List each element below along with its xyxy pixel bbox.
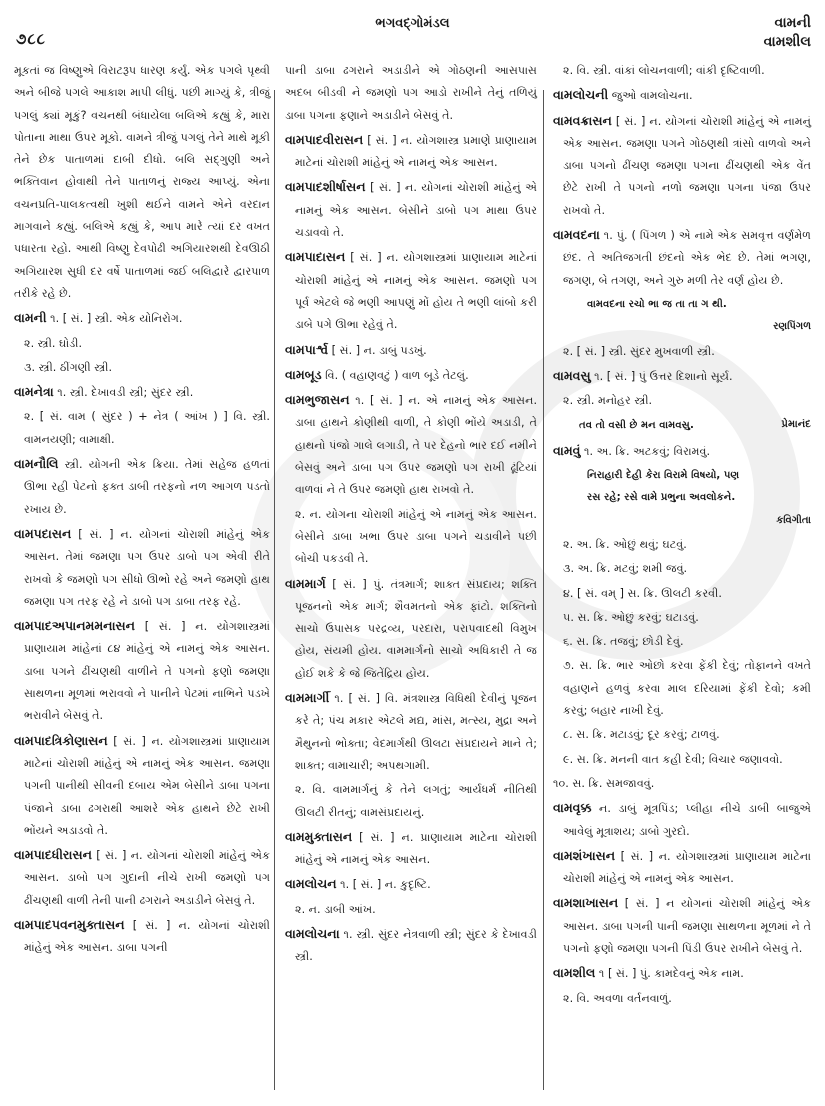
headword: વામનેત્રા: [14, 384, 54, 400]
definition: વિ. ( વહાણવટું ) વાળ બૂડે તેટલું.: [321, 368, 469, 382]
sense: ૮. સ. ક્રિ. મટાડવું; દૂર કરવું; ટાળવું.: [563, 728, 720, 742]
dictionary-entry: [285, 873, 537, 896]
headword: વામમાર્ગી: [285, 690, 330, 706]
quotation-source: રણપિંગળ: [773, 321, 811, 333]
dictionary-entry: [14, 381, 270, 404]
definition: [ સં. ] ન. યોગશાસ્ત્રમાં પ્રાણાયામ માટેનાં ચોરાશી માંહેનું એ નામનું એક આસન. જમણો પગ પૂર્વ એટલે જે ભણી આપણું મોં હોય તે ભણી લાંબો કરી ડાબે પગે ઊભા રહેવું તે.: [295, 251, 537, 332]
quotation: નિરાહારી દેહી કેરા વિરામે વિષયો, પણ: [587, 470, 740, 482]
quotation-line: [553, 414, 811, 437]
dictionary-entry: [285, 176, 537, 244]
headword: વામવસુ: [553, 367, 591, 383]
headword: વામપદાસન: [14, 525, 72, 541]
dictionary-entry: [553, 845, 811, 891]
continuation-text: પાની ડાબા ઢગરાને અડાડીને એ ગોઠણની આસપાસ અદબ બીડવી ને જમણો પગ આડો રાખીને તેનું તળિયું ડાબા પગના ફણાને અડાડીને બેસવું તે.: [285, 64, 537, 122]
headword: વામની: [14, 310, 47, 326]
definition: જુઓ વામલોચના.: [608, 89, 693, 103]
sense: ૨. ન. ડાબી આંખ.: [295, 902, 376, 916]
dictionary-entry: [285, 129, 537, 175]
definition: ૧. [ સં. ] વિ. મંત્રશાસ્ત્ર વિધિથી દેવીનું પૂજન કરે તે; પંચ મકાર એટલે મદ્ય, માંસ, મત્સ્ય, મુદ્રા અને મૈથુનનો ભોક્તા; વેદમાર્ગથી ઊલટા સંપ્રદાયને માને તે; શાક્ત; વામાચારી; અપથગામી.: [295, 692, 537, 772]
headword: વામબૂડ: [285, 366, 322, 382]
definition: ૧ [ સં. ] પું. કામદેવનું એક નામ.: [595, 967, 744, 981]
definition: [ સં. ] ન. યોગશાસ્ત્ર પ્રમાણે પ્રાણાયામ માટેનાં ચોરાશી માંહેનું એ નામનું એક આસન.: [295, 133, 537, 170]
sense: ૧૦. સ. ક્રિ. સમજાવવું.: [553, 776, 655, 790]
dictionary-entry: [285, 339, 537, 362]
sense: ૩. સ્ત્રી. ઠીંગણી સ્ત્રી.: [24, 360, 113, 374]
dictionary-entry: [14, 914, 270, 960]
column-divider: [274, 90, 275, 1090]
headword: વામવું: [553, 442, 581, 458]
dictionary-entry: [285, 826, 537, 872]
dictionary-entry: [553, 110, 811, 222]
headword: વામશીલ: [553, 965, 596, 981]
dictionary-entry: [553, 365, 811, 388]
definition: [ સં. ] પું. તંત્રમાર્ગ; શાક્ત સંપ્રદાય; શક્તિ પૂજનનો એક માર્ગ; શૈવમતનો એક ફાંટો. શક્તિનો સાચો ઉપાસક પરદ્રવ્ય, પરદારા, પરાપવાદથી વિમુખ હોય, સંયમી હોય. વામમાર્ગનો સાચો અધિકારી તે જ હોઈ શકે કે જે જિતેંદ્રિય હોય.: [295, 577, 537, 680]
sense: ૨. અ. ક્રિ. ઓછું થવું; ઘટવું.: [563, 537, 687, 551]
dictionary-entry: [285, 389, 537, 501]
headword: વામપાદધીરાસન: [14, 847, 92, 863]
quotation-source: કવિગીતા: [776, 514, 811, 526]
sense: ૨. [ સં. ] સ્ત્રી. સુંદર મુખવાળી સ્ત્રી.: [563, 344, 715, 358]
definition: ૧. અ. ક્રિ. અટકવું; વિરામવું.: [580, 444, 711, 458]
definition: [ સં. ] ન. યોગનાં ચોરાશી માંહેનું એક આસન. ડાબો પગ ગુદાની નીચે રાખી જમણો પગ ઢીંચણથી વાળી તેની પાની ઢગરાને અડાડીને બેસવું તે.: [24, 849, 270, 907]
quotation: તવ તો વસી છે મન વામવસુ.: [579, 420, 694, 432]
definition: [ સં. ] ન. યોગશાસ્ત્રમાં પ્રાણાયામ માટેનાં ચોરાશી માંહેનું એ નામનું એક આસન. જમણા પગની પાનીથી સીવની દબાય એમ બેસીને ડાબા પગના પંજાને ડાબા ઢગરાથી આશરે એક હાથને છેટે રાખી ભોંયને અડાડવો તે.: [24, 734, 270, 837]
headword: વામપાદત્રિકોણાસન: [14, 732, 108, 748]
sense: ૨. વિ. વામમાર્ગનું કે તેને લગતું; આર્યધર્મ નીતિથી ઊલટી રીતનું; વામસંપ્રદાયનું.: [295, 783, 537, 819]
headword: વામવૃક્ક: [553, 800, 592, 816]
headword: વામલોચન: [285, 876, 337, 892]
headword: વામશંખાસન: [553, 847, 616, 863]
guide-word-last: વામશીલ: [763, 34, 811, 50]
dictionary-entry: [553, 962, 811, 985]
dictionary-entry: [553, 797, 811, 843]
sense: ૨. [ સં. વામ ( સુંદર ) + નેત્ર ( આંખ ) ] વિ. સ્ત્રી. વામનયણી; વામાક્ષી.: [24, 410, 270, 446]
dictionary-entry: [14, 615, 270, 727]
sense: ૨. સ્ત્રી. મનોહર સ્ત્રી.: [563, 394, 653, 408]
sense: ૬. સ. ક્રિ. તજવું; છોડી દેવું.: [563, 635, 684, 649]
page-header: [0, 14, 825, 54]
dictionary-entry: [14, 523, 270, 613]
running-title: ભગવદ્ગોમંડલ: [375, 16, 450, 31]
definition: ૧. [ સં. ] પું ઉત્તર દિશાનો સૂર્ય.: [590, 369, 733, 383]
guide-words: [764, 14, 811, 52]
definition: [ સં. ] ન. યોગશાસ્ત્રમાં પ્રાણાયામ માંહેનાં ૮૪ માંહેનું એ નામનું એક આસન. ડાબા પગને ઢીંચણથી વાળીને તે પગનો ફણો જમણા સાથળના મૂળમાં ભરાવવો ને પાનીને પેટમાં નાભિને પડખે ભરાવીને બેસવું તે.: [24, 620, 270, 723]
headword: વામલોચની: [553, 87, 609, 103]
definition: [ સં. ] ન. યોગનાં ચોરાશી માંહેનું એક આસન. ડાબા પગની: [24, 918, 270, 955]
headword: વામનૌલિ: [14, 456, 59, 472]
column-2: [285, 60, 537, 1100]
sense: ૭. સ. ક્રિ. ભાર ઓછો કરવા ફેંકી દેવું; તોફાનને વખતે વહાણને હળવું કરવા માલ દરિયામાં ફેંકી દેવો; કમી કરવું; બહાર નાખી દેવું.: [563, 659, 811, 718]
headword: વામવદના: [553, 227, 600, 243]
sense: ૨. વિ. સ્ત્રી. વાંકાં લોચનવાળી; વાંકી દૃષ્ટિવાળી.: [563, 64, 765, 77]
dictionary-entry: [285, 687, 537, 777]
sense: ૨. વિ. અવળા વર્તનવાળું.: [563, 991, 672, 1005]
headword: વામવક્રાસન: [553, 112, 612, 128]
dictionary-columns: [0, 60, 825, 1100]
definition: ન. ડાબું મૂત્રપિંડ; પ્લીહા નીચે ડાબી બાજુએ આવેલું મૂત્રાશય; ડાબો ગુરદો.: [563, 802, 811, 838]
continuation-text: મૂકતાં જ વિષ્ણુએ વિરાટરૂપ ધારણ કર્યું. એક પગલે પૃથ્વી અને બીજે પગલે આકાશ માપી લીધું. પછી માગ્યું કે, ત્રીજું પગલું ક્યાં મૂકું? વચનથી બંધાયેલા બલિએ કહ્યું કે, મારા પોતાના માથા ઉપર મૂકો. વામને ત્રીજું પગલું તેને માથે મૂકી તેને છેક પાતાળમાં દાબી દીધો. બલિ સદ્ગુણી અને ભક્તિવાન હોવાથી તેને પાતાળનું રાજ્ય આપ્યું. એના વચનપ્રતિ-પાલકત્વથી ખુશી થઈને વામને એને વરદાન માગવાને કહ્યું. બલિએ કહ્યું કે, આપ મારે ત્યાં દર વખત પધારતા રહો. આથી વિષ્ણુ દેવપોઢી અગિયારશથી દેવઊઠી અગિયારશ સુધી દર વર્ષે પાતાળમાં જઈ બલિદ્વારે દ્વારપાળ તરીકે રહે છે.: [14, 64, 270, 300]
sense: ૯. સ. ક્રિ. મનની વાત કહી દેવી; વિચાર જણાવવો.: [563, 752, 783, 766]
dictionary-entry: [285, 923, 537, 969]
dictionary-entry: [553, 440, 811, 463]
definition: [ સં. ] ન. યોગશાસ્ત્રમાં પ્રાણાયામ માટેના ચોરાશી માંહેનું એ નામનું એક આસન.: [563, 849, 811, 886]
column-3: [553, 60, 811, 1100]
dictionary-entry: [285, 364, 537, 387]
headword: વામમુક્તાસન: [285, 828, 353, 844]
headword: વામપાદપવનમુક્તાસન: [14, 916, 125, 932]
dictionary-entry: [553, 84, 811, 107]
dictionary-entry: [14, 453, 270, 521]
guide-word-first: વામની: [774, 15, 811, 31]
column-divider: [543, 90, 544, 1090]
headword: વામપાર્શ્વ: [285, 341, 329, 357]
sense: ૨. ન. યોગના ચોરાશી માંહેનું એ નામનું એક આસન. બેસીને ડાબા ખભા ઉપર ડાબા પગને ચડાવીને પછી બોચી પકડવી તે.: [295, 507, 537, 566]
headword: વામભુજાસન: [285, 392, 350, 408]
dictionary-entry: [285, 573, 537, 685]
definition: ૧. [ સં. ] ન. કુદૃષ્ટિ.: [336, 878, 431, 892]
headword: વામપાદશીર્ષાસન: [285, 179, 366, 195]
headword: વામશાખાસન: [553, 895, 619, 911]
dictionary-entry: [14, 844, 270, 912]
quotation-source: પ્રેમાનંદ: [781, 419, 811, 431]
sense: ૫. સ. ક્રિ. ઓછું કરવું; ઘટાડવું.: [563, 610, 699, 624]
quotation: રસ રહે; રસે વામે પ્રભુના અવલોકને.: [587, 492, 736, 504]
dictionary-entry: [14, 307, 270, 330]
definition: ૧. સ્ત્રી. સુંદર નેત્રવાળી સ્ત્રી; સુંદર કે દેખાવડી સ્ત્રી.: [295, 927, 537, 964]
definition: [ સં. ] ન. યોગનાં ચોરાશી માંહેનું એ નામનું એક આસન. જમણા પગને ગોઠણથી ત્રાંસો વાળવો અને ડાબા પગનો ઢીંચણ જમણા પગના ઢીંચણથી એક વેંત છેટે રાખી તે પગનો નળો જમણા પગના પંજા ઉપર રાખવો તે.: [563, 114, 811, 217]
definition: [ સં. ] ન. પ્રાણાયામ માટેના ચોરાશી માંહેનું એ નામનું એક આસન.: [295, 830, 537, 867]
headword: વામપાદવીરાસન: [285, 131, 364, 147]
headword: વામપાદઅપાનમમનાસન: [14, 618, 135, 634]
definition: ૧. [ સં. ] સ્ત્રી. એક યોનિરોગ.: [46, 312, 183, 326]
dictionary-entry: [553, 892, 811, 960]
headword: વામમાર્ગ: [285, 575, 326, 591]
definition: [ સં. ] ન. યોગનાં ચોરાશી માંહેનું એક આસન. તેમાં જમણા પગ ઉપર ડાબો પગ એવી રીતે રાખવો કે જમણો પગ સીધો ઊભો રહે અને જમણો હાથ જમણા પગ તરફ રહે ને ડાબો પગ ડાબા તરફ રહે.: [24, 527, 270, 608]
definition: [ સં. ] ન. ડાબું પડખું.: [328, 343, 427, 357]
definition: ૧. [ સં. ] ન. એ નામનું એક આસન. ડાબા હાથને કોણીથી વાળી, તે કોણી ભોંયે અડાડી, તે હાથનો પંજો ગાલે લગાડી, તે પર દેહનો ભાર દઈ નમીને બેસવું અને ડાબા પગ ઉપર જમણો પગ રાખી ઢૂંટિયાં વાળવાં ને તે ઉપર જમણો હાથ રાખવો તે.: [295, 394, 537, 497]
dictionary-entry: [285, 246, 537, 336]
headword: વામપાદાસન: [285, 249, 346, 265]
dictionary-entry: [14, 730, 270, 842]
page-number: ૭૮૮: [16, 30, 46, 48]
dictionary-entry: [553, 224, 811, 292]
column-1: [14, 60, 270, 1100]
definition: [ સં. ] ન યોગનાં ચોરાશી માંહેનું એક આસન. ડાબા પગની પાની જમણા સાથળના મૂળમાં ને તે પગનો ફણો જમણા પગની પિંડી ઉપર રાખીને બેસવું તે.: [563, 897, 811, 955]
definition: [ સં. ] ન. યોગનાં ચોરાશી માંહેનું એ નામનું એક આસન. બેસીને ડાબો પગ માથા ઉપર ચડાવવો તે.: [295, 181, 537, 240]
quotation: વામવદના રચો ભા જ તા તા ગ થી.: [587, 298, 727, 310]
definition: ૧. પું. ( પિંગળ ) એ નામે એક સમવૃત્ત વર્ણમેળ છંદ. તે અતિજગતી છંદનો એક ભેદ છે. તેમાં ભગણ, જગણ, બે તગણ, અને ગુરુ મળી તેર વર્ણ હોય છે.: [563, 229, 811, 287]
sense: ૩. અ. ક્રિ. મટવું; શમી જવું.: [563, 562, 688, 576]
sense: ૪. [ સં. વમ્ ] સ. ક્રિ. ઊલટી કરવી.: [563, 586, 722, 600]
sense: ૨. સ્ત્રી. ઘોડી.: [24, 336, 83, 350]
definition: સ્ત્રી. યોગની એક ક્રિયા. તેમાં સહેજ હળતાં ઊભા રહી પેટનો ફક્ત ડાબી તરફનો નળ આગળ પડતો રખાય છે.: [24, 458, 270, 516]
headword: વામલોચના: [285, 925, 340, 941]
definition: ૧. સ્ત્રી. દેખાવડી સ્ત્રી; સુંદર સ્ત્રી.: [53, 386, 194, 400]
